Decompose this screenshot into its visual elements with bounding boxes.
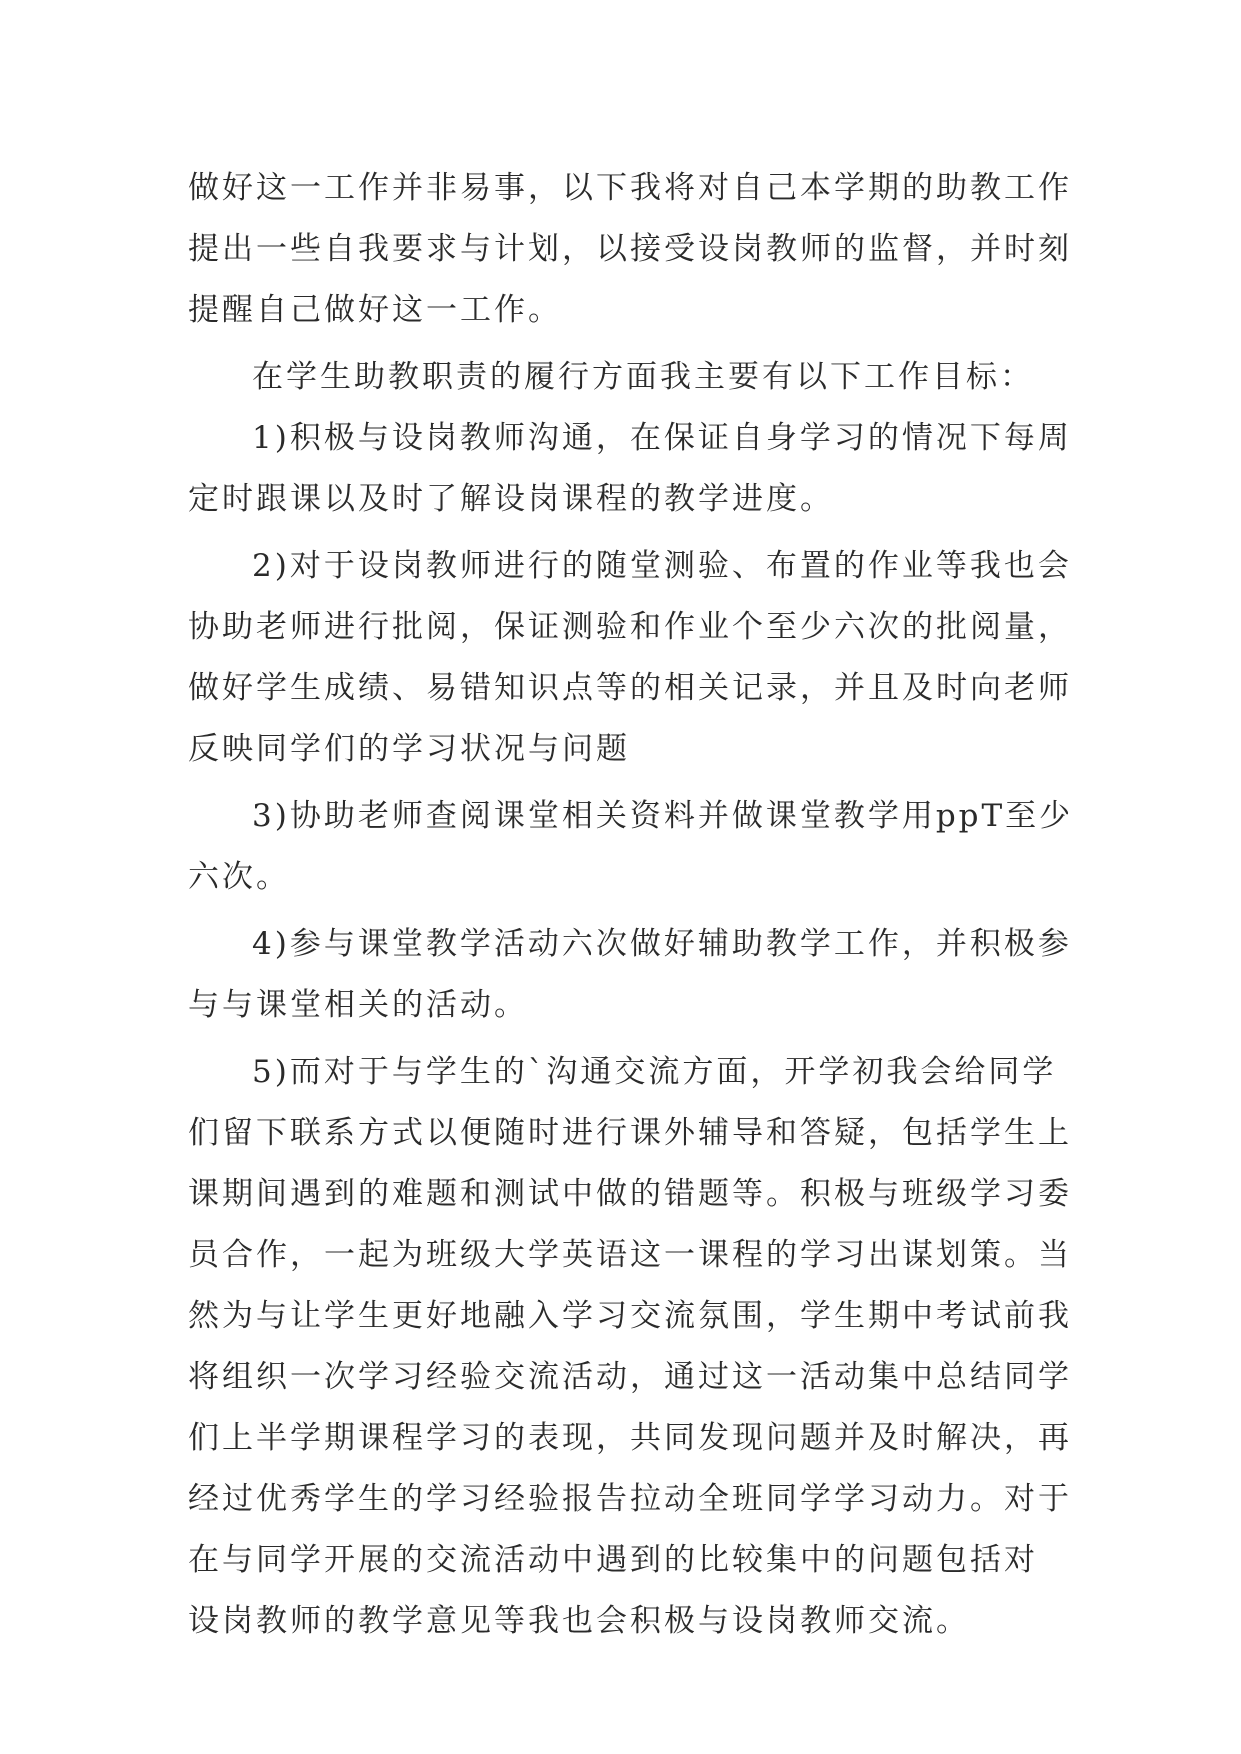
text-line: 然为与让学生更好地融入学习交流氛围，学生期中考试前我 bbox=[188, 1298, 1072, 1334]
document-body bbox=[188, 158, 1074, 1652]
text-line: 做好这一工作并非易事，以下我将对自己本学期的助教工作 bbox=[188, 170, 1072, 206]
text-line: 提出一些自我要求与计划，以接受设岗教师的监督，并时刻 bbox=[188, 231, 1072, 267]
text-line: 在与同学开展的交流活动中遇到的比较集中的问题包括对 bbox=[188, 1542, 1038, 1578]
item-2-line: 2)对于设岗教师进行的随堂测验、布置的作业等我也会 bbox=[252, 548, 1072, 584]
text-line: 将组织一次学习经验交流活动，通过这一活动集中总结同学 bbox=[188, 1359, 1072, 1395]
item-3-line: 3)协助老师查阅课堂相关资料并做课堂教学用ppT至少 bbox=[252, 798, 1074, 834]
text-line: 设岗教师的教学意见等我也会积极与设岗教师交流。 bbox=[188, 1603, 970, 1639]
text-line: 协助老师进行批阅，保证测验和作业个至少六次的批阅量， bbox=[188, 609, 1072, 645]
text-line: 课期间遇到的难题和测试中做的错题等。积极与班级学习委 bbox=[188, 1176, 1072, 1212]
item-5-line: 5)而对于与学生的`沟通交流方面，开学初我会给同学 bbox=[252, 1054, 1057, 1090]
text-line: 定时跟课以及时了解设岗课程的教学进度。 bbox=[188, 481, 834, 517]
text-line: 与与课堂相关的活动。 bbox=[188, 987, 528, 1023]
text-line: 们上半学期课程学习的表现，共同发现问题并及时解决，再 bbox=[188, 1420, 1072, 1456]
paragraph-intro-line: 在学生助教职责的履行方面我主要有以下工作目标： bbox=[252, 359, 1034, 395]
text-line: 经过优秀学生的学习经验报告拉动全班同学学习动力。对于 bbox=[188, 1481, 1072, 1517]
item-4-line: 4)参与课堂教学活动六次做好辅助教学工作，并积极参 bbox=[252, 926, 1072, 962]
text-line: 员合作，一起为班级大学英语这一课程的学习出谋划策。当 bbox=[188, 1237, 1072, 1273]
text-line: 们留下联系方式以便随时进行课外辅导和答疑，包括学生上 bbox=[188, 1115, 1072, 1151]
text-line: 六次。 bbox=[188, 859, 290, 895]
item-1-line: 1)积极与设岗教师沟通，在保证自身学习的情况下每周 bbox=[252, 420, 1072, 456]
text-line: 提醒自己做好这一工作。 bbox=[188, 292, 562, 328]
text-line: 反映同学们的学习状况与问题 bbox=[188, 731, 630, 767]
text-line: 做好学生成绩、易错知识点等的相关记录，并且及时向老师 bbox=[188, 670, 1072, 706]
